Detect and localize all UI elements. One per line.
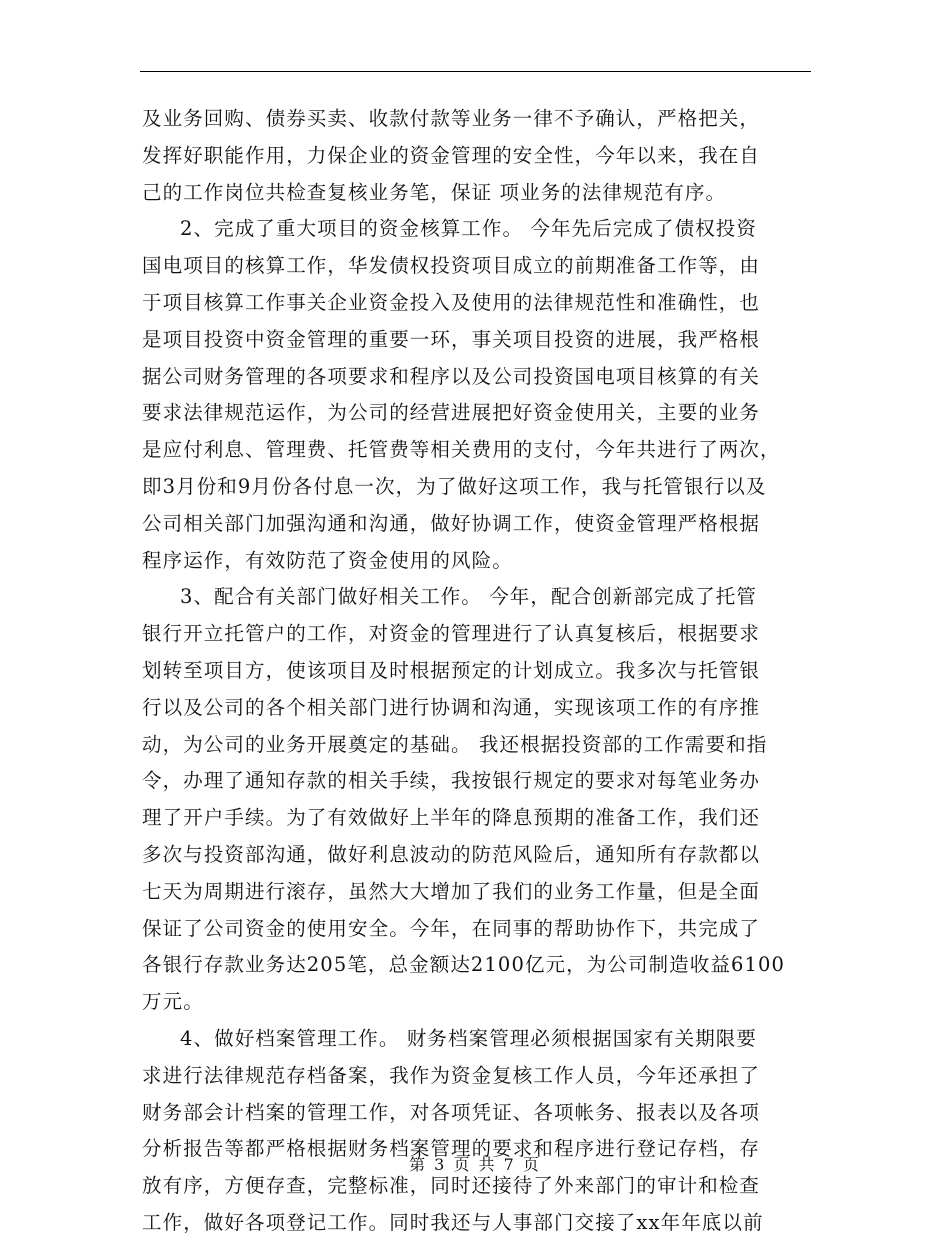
text-line: 要求法律规范运作，为公司的经营进展把好资金使用关，主要的业务 — [142, 401, 761, 425]
text-line: 七天为周期进行滚存，虽然大大增加了我们的业务工作量，但是全面 — [142, 879, 761, 903]
text-line: 各银行存款业务达205笔，总金额达2100亿元，为公司制造收益6100 — [142, 953, 785, 977]
text-line: 放有序，方便存查，完整标准，同时还接待了外来部门的审计和检查 — [142, 1174, 761, 1198]
text-line: 己的工作岗位共检查复核业务笔，保证 项业务的法律规范有序。 — [142, 180, 727, 204]
text-line: 分析报告等都严格根据财务档案管理的要求和程序进行登记存档，存 — [142, 1137, 761, 1161]
text-line: 是项目投资中资金管理的重要一环，事关项目投资的进展，我严格根 — [142, 327, 761, 351]
text-line: 求进行法律规范存档备案，我作为资金复核工作人员，今年还承担了 — [142, 1063, 761, 1087]
text-line: 据公司财务管理的各项要求和程序以及公司投资国电项目核算的有关 — [142, 364, 761, 388]
text-line: 划转至项目方，使该项目及时根据预定的计划成立。我多次与托管银 — [142, 658, 761, 682]
text-line: 及业务回购、债券买卖、收款付款等业务一律不予确认，严格把关， — [142, 107, 761, 130]
page-number-footer: 第 3 页 共 7 页 — [409, 1155, 541, 1174]
text-line: 发挥好职能作用，力保企业的资金管理的安全性，今年以来，我在自 — [142, 143, 761, 167]
text-line: 万元。 — [142, 990, 204, 1014]
text-line: 国电项目的核算工作，华发债权投资项目成立的前期准备工作等，由 — [142, 254, 761, 278]
text-line: 即3月份和9月份各付息一次，为了做好这项工作，我与托管银行以及 — [142, 474, 767, 498]
paragraph-first-line: 4、做好档案管理工作。 财务档案管理必须根据国家有关期限要 — [180, 1026, 758, 1050]
text-line: 于项目核算工作事关企业资金投入及使用的法律规范性和准确性，也 — [142, 290, 761, 314]
text-line: 动，为公司的业务开展奠定的基础。 我还根据投资部的工作需要和指 — [142, 732, 768, 756]
paragraph-first-line: 3、配合有关部门做好相关工作。 今年，配合创新部完成了托管 — [180, 585, 758, 609]
text-line: 保证了公司资金的使用安全。今年，在同事的帮助协作下，共完成了 — [142, 916, 761, 940]
text-line: 多次与投资部沟通，做好利息波动的防范风险后，通知所有存款都以 — [142, 842, 761, 866]
header-rule — [140, 71, 811, 72]
document-body — [142, 101, 810, 1242]
paragraph-first-line: 2、完成了重大项目的资金核算工作。 今年先后完成了债权投资 — [180, 217, 758, 241]
text-line: 银行开立托管户的工作，对资金的管理进行了认真复核后，根据要求 — [142, 622, 761, 646]
text-line: 是应付利息、管理费、托管费等相关费用的支付，今年共进行了两次， — [142, 438, 781, 462]
text-line: 程序运作，有效防范了资金使用的风险。 — [142, 548, 513, 572]
text-line: 公司相关部门加强沟通和沟通，做好协调工作，使资金管理严格根据 — [142, 511, 761, 535]
text-line: 工作，做好各项登记工作。同时我还与人事部门交接了xx年年底以前 — [142, 1210, 764, 1234]
text-line: 行以及公司的各个相关部门进行协调和沟通，实现该项工作的有序推 — [142, 695, 761, 719]
text-line: 令，办理了通知存款的相关手续，我按银行规定的要求对每笔业务办 — [142, 769, 761, 793]
text-line: 财务部会计档案的管理工作，对各项凭证、各项帐务、报表以及各项 — [142, 1100, 761, 1124]
text-line: 理了开户手续。为了有效做好上半年的降息预期的准备工作，我们还 — [142, 806, 761, 830]
